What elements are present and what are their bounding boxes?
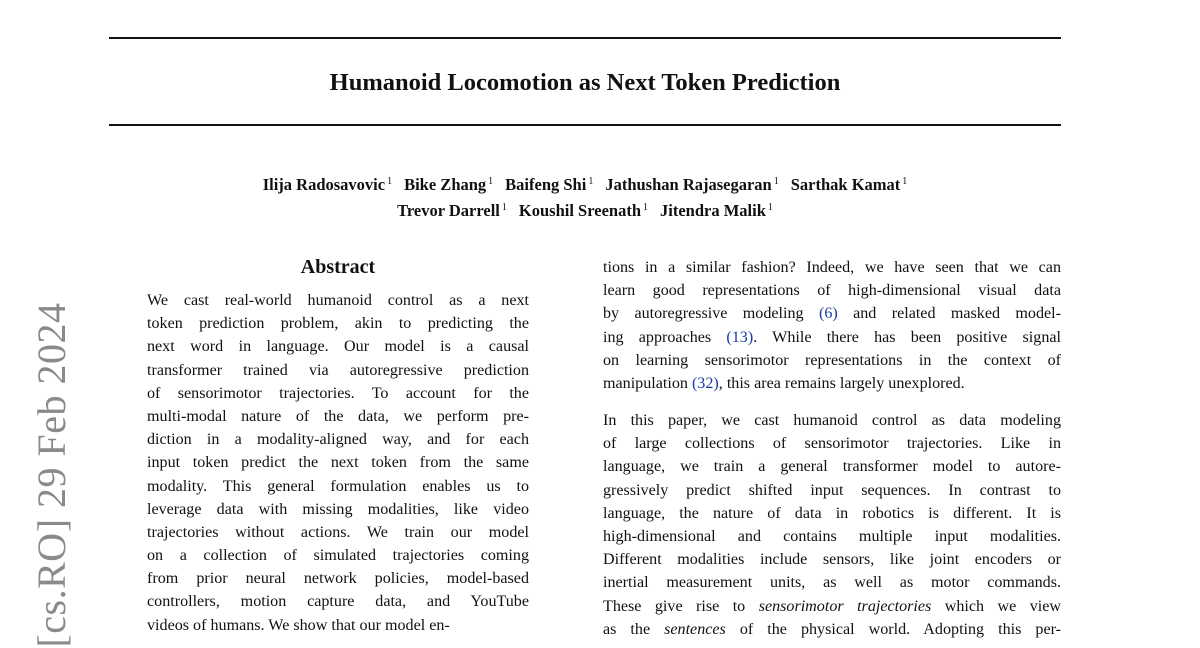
text-line	[603, 372, 1061, 395]
text-line	[603, 279, 1061, 302]
affiliation-mark: 1	[767, 202, 773, 213]
text-line	[603, 571, 1061, 594]
text-line	[603, 409, 1061, 432]
title-rule-top	[109, 37, 1061, 39]
citation-link[interactable]: (13)	[726, 328, 754, 346]
abstract-line: next word in language. Our model is a causal	[147, 338, 529, 356]
title-rule-bottom	[109, 124, 1061, 126]
abstract-line: videos of humans. We show that our model en-	[147, 616, 450, 634]
author-name: Ilija Radosavovic $^1$	[262, 175, 393, 194]
affiliation-mark: 1	[643, 202, 649, 213]
abstract-line: from prior neural network policies, model-based	[147, 570, 529, 588]
emphasized-text: sentences	[664, 620, 726, 638]
text-run: ing approaches	[603, 328, 727, 346]
abstract-line: transformer trained via autoregressive prediction	[147, 361, 529, 379]
author-name: Koushil Sreenath $^1$	[518, 201, 649, 220]
abstract-line: multi-modal nature of the data, we perform pre-	[147, 407, 529, 425]
abstract-line: We cast real-world humanoid control as a next	[147, 292, 529, 309]
text-run: , this area remains largely unexplored.	[718, 374, 965, 392]
text-run: inertial measurement units, as well as motor commands.	[603, 574, 1061, 592]
text-run: of the physical world. Adopting this per-	[725, 620, 1061, 638]
author-name: Bike Zhang $^1$	[404, 175, 494, 194]
abstract-line: input token predict the next token from the same	[147, 454, 529, 472]
affiliation-mark: 1	[773, 176, 779, 187]
affiliation-mark: 1	[902, 176, 908, 187]
text-line	[603, 455, 1061, 478]
abstract-body	[147, 289, 529, 637]
text-run: tions in a similar fashion? Indeed, we have seen that we can	[603, 259, 1061, 276]
text-run: . While there has been positive signal	[753, 328, 1061, 346]
author-name: Baifeng Shi $^1$	[505, 175, 594, 194]
text-line	[603, 479, 1061, 502]
abstract-line: of sensorimotor trajectories. To account for the	[147, 384, 529, 402]
text-line	[603, 502, 1061, 525]
text-line	[603, 525, 1061, 548]
text-line	[603, 618, 1061, 641]
author-name: Trevor Darrell $^1$	[397, 201, 507, 220]
text-run: Different modalities include sensors, like joint encoders or	[603, 551, 1061, 569]
text-run: and related masked model-	[837, 305, 1062, 323]
author-line	[109, 170, 1061, 196]
text-line	[603, 256, 1061, 279]
author-name: Sarthak Kamat $^1$	[790, 175, 908, 194]
abstract-line: diction in a modality-aligned way, and for each	[147, 431, 529, 449]
arxiv-stamp-text: [cs.RO] 29 Feb 2024	[29, 302, 74, 648]
text-run: These give rise to	[603, 597, 759, 615]
emphasized-text: sensorimotor trajectories	[758, 597, 932, 615]
paper-title: Humanoid Locomotion as Next Token Prediction	[329, 69, 841, 96]
text-run: which we view	[931, 597, 1062, 615]
text-run: learn good representations of high-dimensional visual data	[603, 282, 1061, 300]
right-column-paragraph-2	[603, 409, 1061, 641]
text-run: language, we train a general transformer model to autore-	[603, 458, 1061, 476]
text-line	[603, 349, 1061, 372]
citation-link[interactable]: (32)	[691, 374, 719, 392]
abstract-line: token prediction problem, akin to predicting the	[147, 315, 529, 333]
abstract-line: modality. This general formulation enables us to	[147, 477, 529, 495]
affiliation-mark: 1	[588, 176, 594, 187]
text-run: by autoregressive modeling	[603, 305, 819, 323]
author-name: Jitendra Malik $^1$	[660, 201, 773, 220]
abstract-line: controllers, motion capture data, and YouTube	[147, 593, 529, 611]
abstract-line: on a collection of simulated trajectories coming	[147, 547, 529, 565]
author-name: Jathushan Rajasegaran $^1$	[605, 175, 779, 194]
text-run: as the	[603, 620, 665, 638]
text-run: language, the nature of data in robotics is different. It is	[603, 504, 1061, 522]
affiliation-mark: 1	[387, 176, 393, 187]
text-run: of large collections of sensorimotor trajectories. Like in	[603, 435, 1061, 453]
author-list	[109, 170, 1061, 222]
text-run: gressively predict shifted input sequences. In contrast to	[603, 481, 1061, 499]
abstract-heading: Abstract	[300, 256, 376, 278]
text-run: high-dimensional and contains multiple input modalities.	[603, 527, 1061, 545]
text-run: In this paper, we cast humanoid control as data modeling	[603, 412, 1061, 429]
text-run: on learning sensorimotor representations in the context of	[603, 351, 1061, 369]
author-line	[109, 196, 1061, 222]
affiliation-mark: 1	[488, 176, 494, 187]
abstract-line: leverage data with missing modalities, like video	[147, 500, 529, 518]
affiliation-mark: 1	[501, 202, 507, 213]
text-line	[603, 302, 1061, 325]
abstract-line: trajectories without actions. We train our model	[147, 523, 529, 541]
text-line	[603, 432, 1061, 455]
text-run: manipulation	[603, 374, 692, 392]
text-line	[603, 326, 1061, 349]
right-column-paragraph-1	[603, 256, 1061, 395]
text-line	[603, 548, 1061, 571]
citation-link[interactable]: (6)	[818, 305, 838, 323]
text-line	[603, 595, 1061, 618]
